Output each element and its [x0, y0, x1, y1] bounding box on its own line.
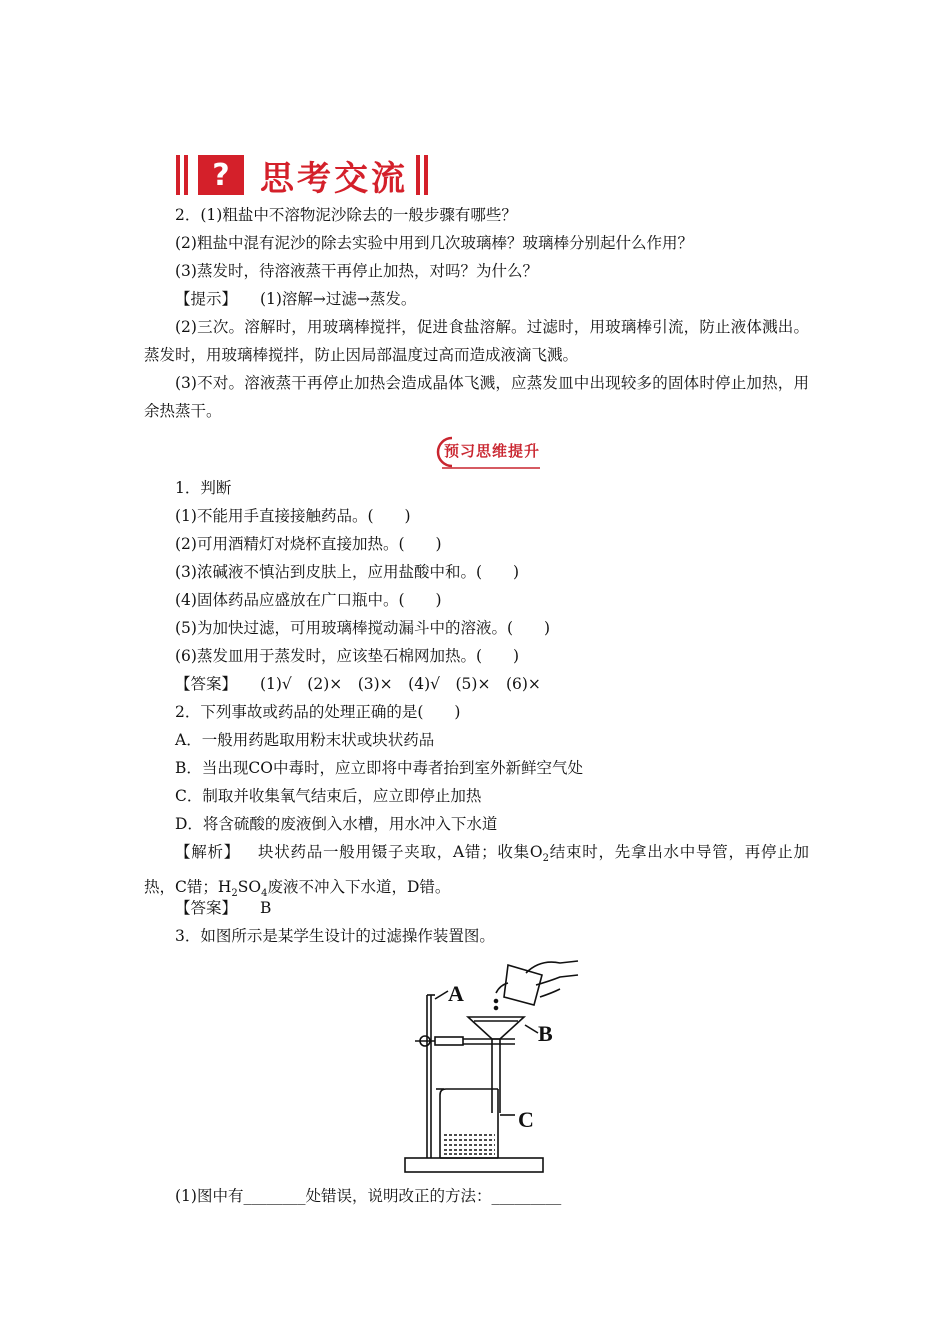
q2-title: 2．下列事故或药品的处理正确的是( )	[175, 703, 461, 721]
q2-option-a: A．一般用药匙取用粉末状或块状药品	[175, 731, 435, 749]
q2-analysis-sub-2: 2	[231, 888, 238, 900]
q1-answer-tag: 【答案】	[175, 675, 238, 693]
q2-option-b: B．当出现CO中毒时，应立即将中毒者抬到室外新鲜空气处	[175, 759, 583, 777]
question-mark-icon: ?	[198, 155, 244, 195]
q2-analysis-sub-3: 4	[261, 888, 268, 900]
q2-answer-tag: 【答案】	[175, 899, 238, 917]
banner-bar-right	[416, 155, 420, 195]
label-a: A	[448, 981, 464, 1006]
banner-bar-left	[176, 155, 180, 195]
q2-option-c: C．制取并收集氧气结束后，应立即停止加热	[175, 787, 482, 805]
hint-tag: 【提示】	[175, 290, 238, 308]
q2-analysis-text-c: SO	[237, 878, 262, 897]
banner-bar-left-2	[184, 155, 188, 195]
q1-answer: (1)√ (2)× (3)× (4)√ (5)× (6)×	[259, 675, 541, 693]
label-c: C	[518, 1107, 534, 1132]
banner-title: 思考交流	[260, 158, 408, 199]
q1-item-4: (4)固体药品应盛放在广口瓶中。( )	[175, 591, 442, 609]
banner-bar-right-2	[424, 155, 428, 195]
q1-answer-line	[175, 670, 840, 698]
q1-item-6: (6)蒸发皿用于蒸发时，应该垫石棉网加热。( )	[175, 647, 520, 665]
filtration-apparatus-figure	[400, 955, 580, 1185]
q3-title: 3．如图所示是某学生设计的过滤操作装置图。	[175, 927, 495, 945]
q2-analysis-text-d: 废液不冲入下水道，D错。	[267, 878, 451, 897]
q2-answer-line	[175, 894, 840, 922]
q2-analysis-text-a: 块状药品一般用镊子夹取，A错；收集O	[258, 843, 543, 861]
think-question-2: (2)粗盐中混有泥沙的除去实验中用到几次玻璃棒？玻璃棒分别起什么作用？	[175, 234, 693, 252]
stand-base	[405, 1158, 543, 1172]
section-badge-label: 预习思维提升	[444, 442, 541, 460]
hint-1: (1)溶解→过滤→蒸发。	[259, 290, 417, 308]
q2-analysis-text-b: 结束时，先拿出水中导管，再停止加热，C错；H	[144, 843, 809, 897]
think-exchange-banner	[176, 152, 432, 198]
q1-title: 1．判断	[175, 479, 232, 497]
q3-sub-1: (1)图中有________处错误，说明改正的方法：_________	[175, 1187, 562, 1205]
q1-item-3: (3)浓碱液不慎沾到皮肤上，应用盐酸中和。( )	[175, 563, 520, 581]
think-question-3: (3)蒸发时，待溶液蒸干再停止加热，对吗？为什么？	[175, 262, 538, 280]
q2-answer: B	[259, 899, 272, 917]
beaker	[440, 1089, 498, 1158]
q2-analysis-sub-1: 2	[542, 853, 549, 865]
q2-analysis-tag: 【解析】	[175, 843, 240, 861]
q1-item-5: (5)为加快过滤，可用玻璃棒搅动漏斗中的溶液。( )	[175, 619, 551, 637]
q1-item-1: (1)不能用手直接接触药品。( )	[175, 507, 411, 525]
q2-option-d: D．将含硫酸的废液倒入水槽，用水冲入下水道	[175, 815, 498, 833]
label-b: B	[538, 1021, 553, 1046]
q1-item-2: (2)可用酒精灯对烧杯直接加热。( )	[175, 535, 442, 553]
hint-line-1	[175, 285, 840, 313]
think-question-1: 2．(1)粗盐中不溶物泥沙除去的一般步骤有哪些？	[175, 206, 517, 224]
hint-2: (2)三次。溶解时，用玻璃棒搅拌，促进食盐溶解。过滤时，用玻璃棒引流，防止液体溅出。蒸发时，用玻璃棒搅拌，防止因局部温度过高而造成液滴飞溅。	[144, 318, 809, 364]
hint-3: (3)不对。溶液蒸干再停止加热会造成晶体飞溅，应蒸发皿中出现较多的固体时停止加热，用余热蒸干。	[144, 374, 809, 420]
